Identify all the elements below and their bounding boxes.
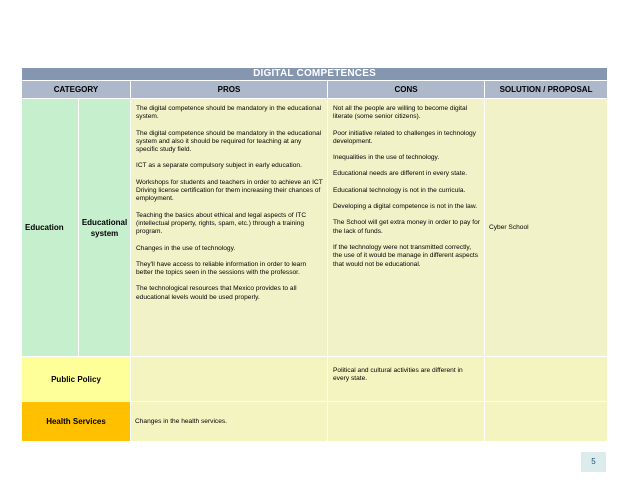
education-pro-item: Changes in the use of technology. <box>136 244 236 252</box>
education-pro-item: The digital competence should be mandatory in the educational system and also it should be required for teaching at any specific study field. <box>136 129 322 154</box>
education-pro-item: Workshops for students and teachers in order to achieve an ICT Driving license certification for them increasing their chances of employment. <box>136 178 323 203</box>
header-category: CATEGORY <box>22 81 131 99</box>
health-services-pros: Changes in the health services. <box>131 402 328 442</box>
public-policy-solution <box>485 357 608 402</box>
education-pros-cell <box>131 99 328 357</box>
health-services-cons <box>328 402 485 442</box>
education-pro-item: The digital competence should be mandatory in the educational system. <box>136 105 322 121</box>
education-con-item: Not all the people are willing to become digital literate (some senior citizens). <box>333 105 468 121</box>
category-public-policy: Public Policy <box>22 357 131 402</box>
education-pro-item: The technological resources that Mexico provides to all educational levels would be used properly. <box>136 285 297 301</box>
category-health-services: Health Services <box>22 402 131 442</box>
education-con-item: The School will get extra money in order to pay for the lack of funds. <box>333 219 480 235</box>
category-education: Education <box>22 99 79 357</box>
digital-competences-table <box>21 67 608 442</box>
education-pro-item: They'll have access to reliable information in order to learn better the topics seen in the sessions with the professor. <box>136 260 307 277</box>
education-pro-item: Teaching the basics about ethical and legal aspects of ITC (intellectual property, rights, spam, etc.) through a training program. <box>136 211 307 236</box>
education-cons-cell <box>328 99 485 357</box>
education-con-item: Educational needs are different in every state. <box>333 170 468 178</box>
public-policy-cons: Political and cultural activities are different in every state. <box>328 357 485 402</box>
education-con-item: Educational technology is not in the curricula. <box>333 186 466 194</box>
education-solution: Cyber School <box>485 99 608 357</box>
education-con-item: Poor initiative related to challenges in technology development. <box>333 129 476 145</box>
header-pros: PROS <box>131 81 328 99</box>
page-number: 5 <box>581 452 606 472</box>
table-title: DIGITAL COMPETENCES <box>22 68 608 81</box>
health-services-solution <box>485 402 608 442</box>
subcategory-educational-system: Educational system <box>79 99 131 357</box>
education-con-item: Developing a digital competence is not in the law. <box>333 203 478 211</box>
education-con-item: If the technology were not transmitted correctly, the use of it would be manage in different aspects that would not be educational. <box>333 243 479 268</box>
education-con-item: Inequalities in the use of technology. <box>333 154 440 162</box>
education-pro-item: ICT as a separate compulsory subject in early education. <box>136 162 302 170</box>
header-cons: CONS <box>328 81 485 99</box>
header-solution: SOLUTION / PROPOSAL <box>485 81 608 99</box>
public-policy-pros <box>131 357 328 402</box>
